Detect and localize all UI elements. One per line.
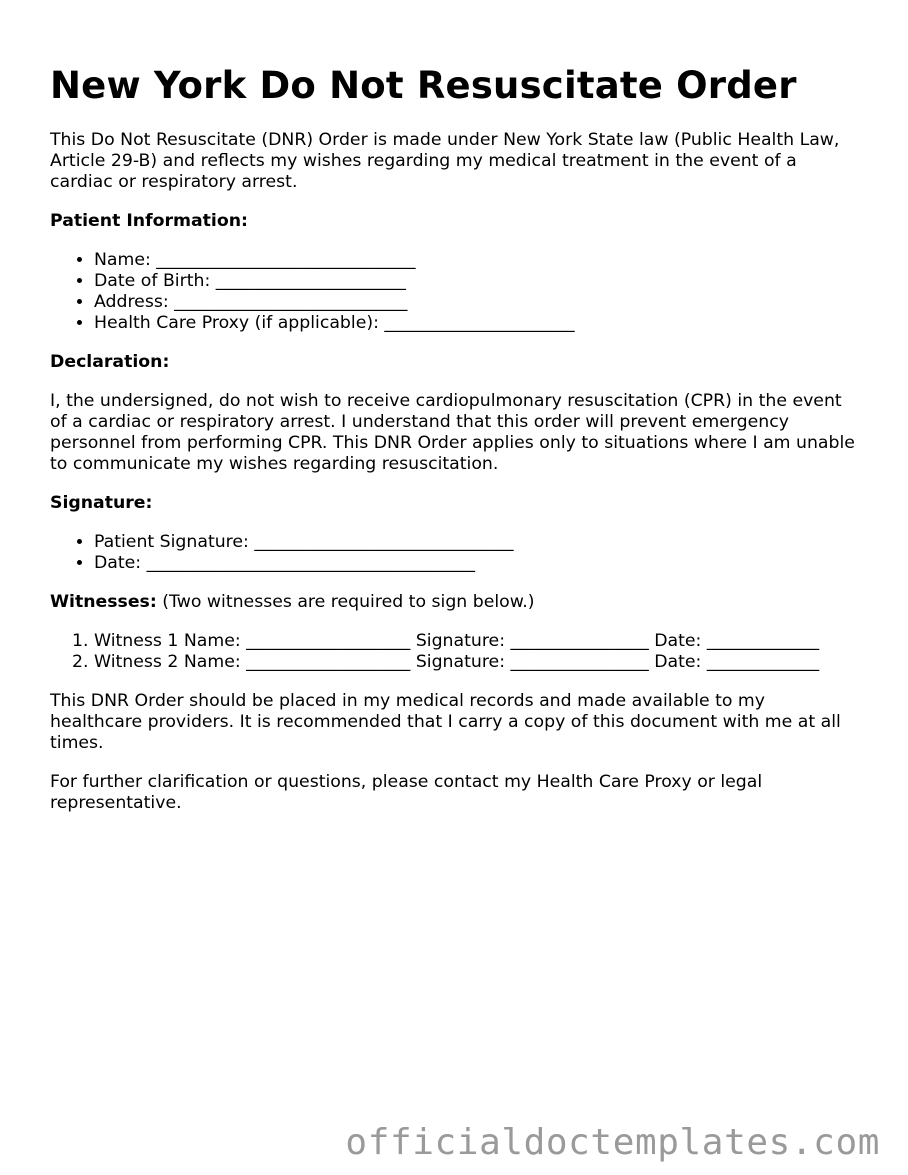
declaration-text: I, the undersigned, do not wish to receive cardiopulmonary resuscitation (CPR) in the event of a cardiac or respiratory arrest. I understand that this order will prevent emergency personnel from performing CPR. This DNR Order applies only to situations where I am unable to communicate my wishes regarding resuscitation. [50, 391, 855, 474]
witnesses-heading-line [50, 592, 862, 613]
witness-list [50, 631, 862, 673]
closing-paragraph-records: This DNR Order should be placed in my medical records and made available to my healthcare providers. It is recommended that I carry a copy of this document with me at all times. [50, 691, 841, 753]
witnesses-note: (Two witnesses are required to sign below.) [156, 592, 535, 612]
patient-name-field: • Name: ______________________________ [94, 250, 862, 271]
patient-info-heading: Patient Information: [50, 211, 248, 231]
witnesses-heading: Witnesses: [50, 592, 157, 612]
health-care-proxy-field: • Health Care Proxy (if applicable): ______________________ [94, 313, 862, 334]
document [50, 62, 862, 814]
patient-info-list [50, 250, 862, 334]
patient-address-field: • Address: ___________________________ [94, 292, 862, 313]
intro-paragraph: This Do Not Resuscitate (DNR) Order is made under New York State law (Public Health Law, Article 29-B) and reflects my wishes regarding my medical treatment in the event of a cardiac or respiratory arrest. [50, 130, 840, 192]
patient-signature-field: • Patient Signature: ______________________________ [94, 532, 862, 553]
watermark-text: officialdoctemplates.com [345, 1122, 880, 1163]
signature-list [50, 532, 862, 574]
witness-1-line: 1. Witness 1 Name: ___________________ Signature: ________________ Date: _____________ [94, 631, 862, 652]
signature-date-field: • Date: ______________________________________ [94, 553, 862, 574]
document-title: New York Do Not Resuscitate Order [50, 64, 797, 107]
closing-paragraph-contact: For further clarification or questions, please contact my Health Care Proxy or legal representative. [50, 772, 763, 813]
signature-heading: Signature: [50, 493, 153, 513]
declaration-heading: Declaration: [50, 352, 170, 372]
witness-2-line: 2. Witness 2 Name: ___________________ Signature: ________________ Date: _____________ [94, 652, 862, 673]
patient-dob-field: • Date of Birth: ______________________ [94, 271, 862, 292]
